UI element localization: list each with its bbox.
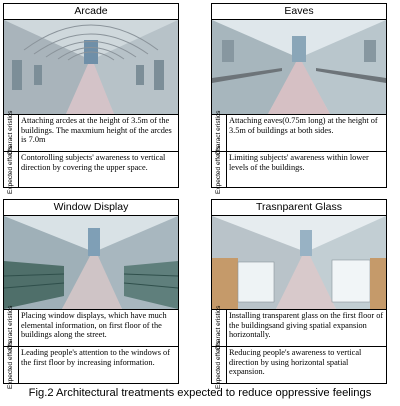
- panel-title: Arcade: [4, 4, 178, 20]
- panel-title: Trasnparent Glass: [212, 200, 386, 216]
- expected-effects-text: Contorolling subjects' awareness to vertical direction by covering the upper space.: [21, 153, 166, 172]
- expected-effects-label: Expected effects: [4, 152, 19, 187]
- expected-effects-text: Limiting subjects' awareness within lower levels of the buildings.: [229, 153, 369, 172]
- characteristics-label: Charact eristics: [212, 115, 227, 151]
- expected-effects-label: Expected effects: [212, 347, 227, 383]
- expected-effects-row: [4, 145, 178, 194]
- characteristics-text: Attaching eaves(0.75m long) at the height of 3.5m of buildings at both sides.: [229, 116, 378, 135]
- characteristics-text: Attaching arcdes at the height of 3.5m of the buildings. The maxmium height of the arcdes is 7.0m: [21, 116, 172, 145]
- characteristics-row: [212, 305, 386, 351]
- panel-arcade: [3, 3, 179, 194]
- arcade-street-image: [4, 20, 178, 115]
- panel-eaves: [211, 3, 387, 194]
- panel-window-display: [3, 199, 179, 389]
- expected-effects-text: Leading people's attention to the windows of the first floor by increasing information.: [21, 348, 170, 367]
- expected-effects-row: [212, 145, 386, 194]
- characteristics-text: Placing window displays, which have much elemental information, on first floor of the buildings along the street.: [21, 311, 167, 340]
- figure-caption: Fig.2 Architectural treatments expected to reduce oppressive feelings: [28, 387, 372, 399]
- characteristics-row: [4, 305, 178, 351]
- window-display-street-image: [4, 216, 178, 310]
- expected-effects-label: Expected effects: [212, 152, 227, 187]
- panel-title: Window Display: [4, 200, 178, 216]
- characteristics-row: [212, 110, 386, 156]
- characteristics-text: Installing transparent glass on the first floor of the buildingsand giving spatial expansion horizontally.: [229, 311, 384, 340]
- characteristics-label: Charact eristics: [4, 310, 19, 346]
- expected-effects-label: Expected effects: [4, 347, 19, 383]
- characteristics-label: Charact eristics: [212, 310, 227, 346]
- panel-title: Eaves: [212, 4, 386, 20]
- transparent-glass-street-image: [212, 216, 386, 310]
- characteristics-row: [4, 110, 178, 156]
- characteristics-label: Charact eristics: [4, 115, 19, 151]
- eaves-street-image: [212, 20, 386, 115]
- expected-effects-row: [4, 341, 178, 389]
- expected-effects-text: Reducing people's awareness to vertical direction by using horizontal spatial expansion.: [229, 348, 362, 377]
- expected-effects-row: [212, 341, 386, 389]
- panel-transparent-glass: [211, 199, 387, 389]
